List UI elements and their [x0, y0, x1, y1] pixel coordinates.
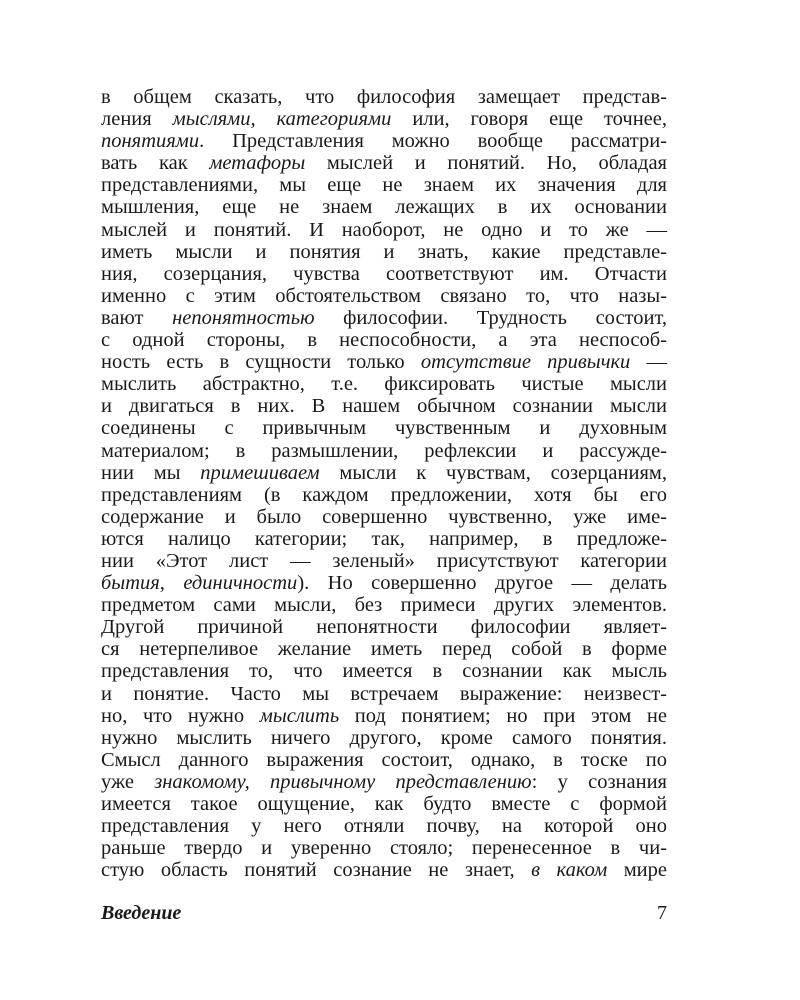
text-segment: нии «Этот лист — зеленый» присутствуют категории — [101, 549, 667, 572]
text-line — [101, 440, 667, 462]
text-line — [101, 152, 667, 174]
text-line — [101, 815, 667, 837]
text-segment: представлениям (в каждом предложении, хотя бы его — [101, 483, 667, 506]
text-segment: с одной стороны, в неспособности, а эта неспособ- — [101, 329, 667, 352]
italic-text: мыслить — [259, 704, 340, 727]
text-segment: предметом сами мысли, без примеси других элементов. — [101, 594, 667, 617]
italic-text: примешиваем — [200, 461, 320, 484]
text-line — [101, 108, 667, 130]
text-line — [101, 462, 667, 484]
text-segment: или, говоря еще точнее, — [391, 108, 667, 131]
text-segment: материалом; в размышлении, рефлексии и рассужде- — [101, 439, 667, 462]
text-line — [101, 241, 667, 263]
text-line — [101, 528, 667, 550]
text-segment: представления то, что имеется в сознании как мысль — [101, 660, 667, 683]
text-segment: ). Но совершенно другое — делать — [297, 572, 668, 595]
text-segment: имеется такое ощущение, как будто вместе с формой — [101, 793, 667, 815]
text-segment: , — [159, 572, 184, 595]
text-segment: мире — [607, 859, 667, 882]
text-line — [101, 196, 667, 218]
page-footer — [101, 902, 667, 928]
text-segment: но, что нужно — [101, 704, 260, 727]
text-line — [101, 793, 667, 815]
text-line — [101, 329, 667, 351]
text-segment: представлениями, мы еще не знаем их значения для — [101, 174, 667, 197]
text-segment: именно с этим обстоятельством связано то, что назы- — [101, 284, 667, 307]
text-segment: соединены с привычным чувственным и духовным — [101, 417, 667, 440]
text-line — [101, 749, 667, 771]
text-segment: мыслей и понятий. Но, обладая — [305, 152, 667, 175]
text-segment: . Представления можно вообще рассматри- — [199, 130, 667, 153]
text-line — [101, 263, 667, 285]
text-line — [101, 373, 667, 395]
text-segment: вают — [101, 306, 173, 329]
text-segment: мысли к чувствам, созерцаниям, — [319, 461, 667, 484]
text-line — [101, 130, 667, 152]
text-segment: стую область понятий сознание не знает, — [101, 859, 532, 882]
text-segment: мышления, еще не знаем лежащих в их основании — [101, 196, 667, 219]
text-line — [101, 705, 667, 727]
italic-text: понятиями — [101, 130, 200, 153]
text-segment: мыслей и понятий. И наоборот, не одно и то же — — [101, 218, 667, 241]
text-segment: ния, созерцания, чувства соответствуют им. Отчасти — [101, 262, 667, 285]
italic-text: бытия — [101, 572, 160, 595]
body-text — [101, 86, 667, 881]
text-segment: ления — [101, 108, 173, 131]
text-segment: уже — [101, 770, 155, 793]
text-segment: — — [630, 351, 668, 374]
text-line — [101, 594, 667, 616]
text-segment: ются налицо категории; так, например, в предложе- — [101, 527, 667, 550]
text-line — [101, 219, 667, 241]
text-line — [101, 174, 667, 196]
italic-text: единичности — [183, 572, 298, 595]
text-segment: ность есть в сущности только — [101, 351, 421, 374]
text-segment: и понятие. Часто мы встречаем выражение: неизвест- — [101, 682, 667, 705]
text-segment: Другой причиной непонятности философии являет- — [101, 616, 667, 639]
text-line — [101, 616, 667, 638]
text-line — [101, 417, 667, 439]
text-line — [101, 86, 667, 108]
text-line — [101, 484, 667, 506]
text-segment: вать как — [101, 152, 210, 175]
text-segment: представления у него отняли почву, на которой оно — [101, 815, 667, 838]
text-segment: содержание и было совершенно чувственно, уже име- — [101, 505, 667, 528]
italic-text: метафоры — [209, 152, 306, 175]
running-title: Введение — [101, 902, 182, 924]
text-segment: раньше твердо и уверенно стояло; перенесенное в чи- — [101, 837, 667, 860]
text-segment: в общем сказать, что философия замещает представ- — [101, 86, 667, 108]
text-segment: и двигаться в них. В нашем обычном сознании мысли — [101, 395, 667, 418]
text-segment: философии. Трудность состоит, — [314, 306, 667, 329]
text-segment: : у сознания — [531, 770, 667, 793]
italic-text: знакомому, привычному представлению — [154, 770, 532, 793]
text-line — [101, 727, 667, 749]
text-line — [101, 683, 667, 705]
text-segment: нужно мыслить ничего другого, кроме самого понятия. — [101, 726, 667, 749]
text-line — [101, 837, 667, 859]
text-line — [101, 285, 667, 307]
text-line — [101, 859, 667, 881]
text-line — [101, 506, 667, 528]
text-line — [101, 307, 667, 329]
italic-text: отсутствие привычки — [420, 351, 631, 374]
text-line — [101, 395, 667, 417]
text-segment: нии мы — [101, 461, 201, 484]
text-line — [101, 550, 667, 572]
italic-text: мыслями, категориями — [172, 108, 392, 131]
text-line — [101, 572, 667, 594]
text-segment: мыслить абстрактно, т.е. фиксировать чистые мысли — [101, 373, 667, 396]
text-line — [101, 660, 667, 682]
text-line — [101, 638, 667, 660]
text-segment: Смысл данного выражения состоит, однако, в тоске по — [101, 748, 667, 771]
text-segment: иметь мысли и понятия и знать, какие представле- — [101, 240, 667, 263]
text-segment: ся нетерпеливое желание иметь перед собой в форме — [101, 638, 667, 661]
italic-text: в каком — [531, 859, 608, 882]
text-line — [101, 351, 667, 373]
text-segment: под понятием; но при этом не — [339, 704, 667, 727]
italic-text: непонятностью — [172, 306, 315, 329]
text-line — [101, 771, 667, 793]
page-number: 7 — [657, 902, 667, 924]
